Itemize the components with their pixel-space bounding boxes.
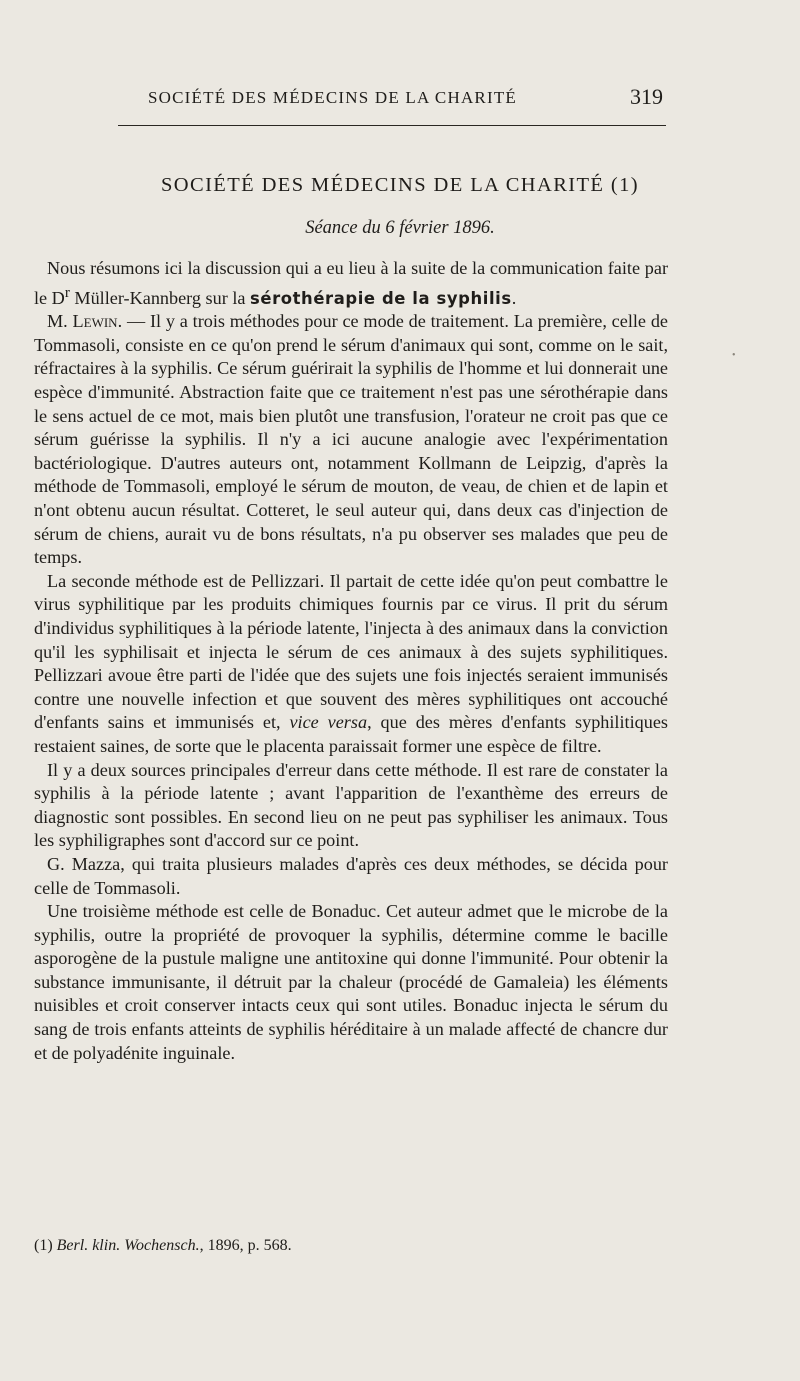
intro-text-b: Müller-Kannberg sur la xyxy=(69,287,250,308)
session-date: Séance du 6 février 1896. xyxy=(305,218,495,238)
margin-speck: • xyxy=(732,350,736,361)
paragraph-pellizzari xyxy=(34,570,668,759)
paragraph-lewin xyxy=(34,310,668,570)
footnote-source: Berl. klin. Wochensch. xyxy=(56,1237,200,1254)
page-number: 319 xyxy=(630,84,663,109)
paragraph-intro xyxy=(34,257,668,310)
vice-versa-italic: vice versa xyxy=(289,712,368,733)
intro-text-c: . xyxy=(511,287,517,308)
article-title: SOCIÉTÉ DES MÉDECINS DE LA CHARITÉ (1) xyxy=(161,174,639,196)
pellizzari-text-b: , que des mères d'enfants syphilitiques restaient saines, de sorte que le placenta paraissait former une espèce de filtre. xyxy=(34,712,668,756)
running-header-title: SOCIÉTÉ DES MÉDECINS DE LA CHARITÉ xyxy=(148,88,517,107)
footnote xyxy=(34,1237,668,1255)
speaker-name: Lewin xyxy=(72,311,118,332)
article-body xyxy=(34,257,668,1065)
speaker-prefix: M. xyxy=(47,311,73,332)
header-rule xyxy=(118,125,666,126)
paragraph-mazza: G. Mazza, qui traita plusieurs malades d'après ces deux méthodes, se décida pour celle de Tommasoli. xyxy=(34,853,668,898)
lewin-text: . — Il y a trois méthodes pour ce mode de traitement. La première, celle de Tommasoli, consiste en ce qu'on prend le sérum d'animaux qui sont, comme on le sait, réfractaires à la syphilis. Ce sérum guérirait la syphilis de l'homme et lui donnerait une espèce d'immunité. Abstraction faite que ce traitement n'est pas une sérothérapie dans le sens actuel de ce mot, mais bien plutôt une transfusion, l'orateur ne croit pas que ce sérum guérisse la syphilis. Il n'y a ici aucune analogie avec l'expérimentation bactériologique. D'autres auteurs ont, notamment Kollmann de Leipzig, d'après la méthode de Tommasoli, employé le sérum de mouton, de veau, de chien et de lapin et n'ont obtenu aucun résultat. Cotteret, le seul auteur qui, dans deux cas d'injection de sérum de chiens, aurait vu de bons résultats, n'a pu observer ses malades que peu de temps. xyxy=(34,311,668,568)
intro-text-a: Nous résumons ici la discussion qui a eu lieu à la suite de la communication faite par le D xyxy=(34,258,668,308)
pellizzari-text-a: La seconde méthode est de Pellizzari. Il partait de cette idée qu'on peut combattre le virus syphilitique par les produits chimiques fournis par ce virus. Il prit du sérum d'individus syphilitiques à la période latente, l'injecta à des animaux dans la conviction qu'il les syphilisait et injecta le sérum de ces animaux à des sujets syphilitiques. Pellizzari avoue être parti de l'idée que des sujets une fois injectés seraient immunisés contre une nouvelle infection et que souvent des mères syphilitiques ont accouché d'enfants sains et immunisés et, xyxy=(34,570,668,733)
doctor-superscript: r xyxy=(64,283,70,301)
intro-bold-topic: sérothérapie de la syphilis xyxy=(250,288,512,308)
footnote-details: , 1896, p. 568. xyxy=(199,1237,292,1254)
footnote-marker: (1) xyxy=(34,1237,57,1254)
paragraph-bonaduc: Une troisième méthode est celle de Bonaduc. Cet auteur admet que le microbe de la syphilis, outre la propriété de provoquer la syphilis, détermine comme le bacille asporogène de la pustule maligne une antitoxine qui donne l'immunité. Pour obtenir la substance immunisante, il détruit par la chaleur (procédé de Gamaleia) les éléments nuisibles et croit conserver intacts ceux qui sont utiles. Bonaduc injecta le sérum du sang de trois enfants atteints de syphilis héréditaire à un malade affecté de chancre dur et de polyadénite inguinale. xyxy=(34,901,668,1063)
paragraph-errors: Il y a deux sources principales d'erreur dans cette méthode. Il est rare de constater la syphilis à la période latente ; avant l'apparition de l'exanthème des erreurs de diagnostic sont possibles. En second lieu on ne peut pas syphiliser les animaux. Tous les syphiligraphes sont d'accord sur ce point. xyxy=(34,759,668,851)
